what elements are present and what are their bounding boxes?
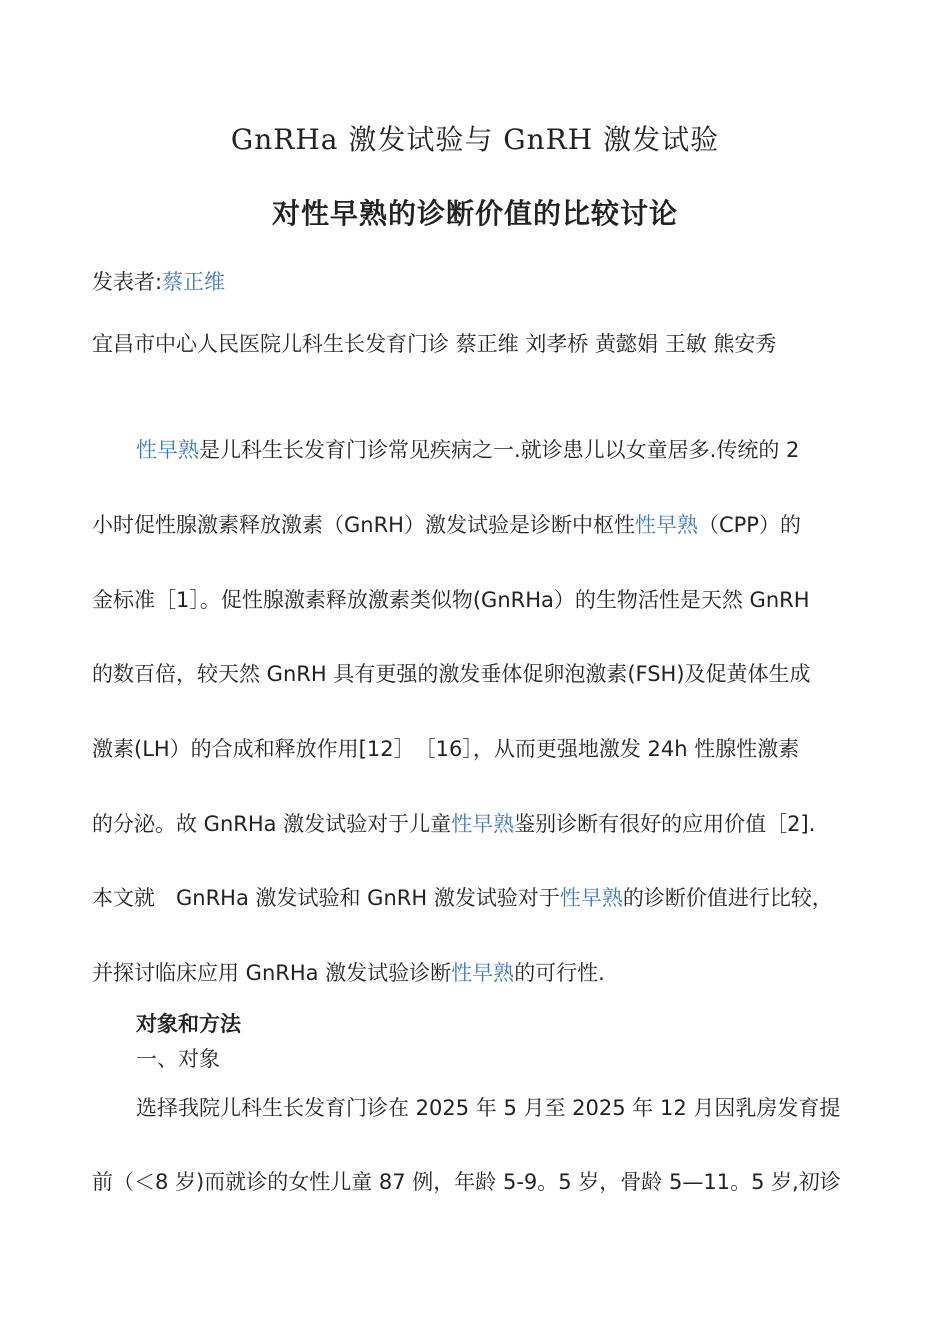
para-text: （CPP）的 (697, 513, 801, 537)
title-line-1: GnRHa 激发试验与 GnRH 激发试验 (230, 123, 720, 156)
author-link[interactable]: 蔡正维 (162, 270, 226, 294)
para1-line-6 (92, 808, 815, 838)
para-text: 的分泌。故 GnRHa 激发试验对于儿童 (92, 812, 452, 836)
keyword-link[interactable]: 性早熟 (136, 438, 199, 462)
para-text: 的可行性. (514, 961, 605, 985)
para1-line-5: 激素(LH）的合成和释放作用[12］ ［16］，从而更强地激发 24h 性腺性激素 (92, 737, 800, 761)
para2-line-1: 选择我院儿科生长发育门诊在 2025 年 5 月至 2025 年 12 月因乳房发育提 (136, 1096, 841, 1120)
para-text: 小时促性腺激素释放激素（GnRH）激发试验是诊断中枢性 (92, 513, 635, 537)
para-text: 的诊断价值进行比较， (622, 886, 833, 910)
para1-line-1 (136, 434, 799, 464)
para1-line-4: 的数百倍，较天然 GnRH 具有更强的激发垂体促卵泡激素(FSH)及促黄体生成 (92, 662, 811, 686)
para1-line-7 (92, 882, 833, 912)
section-heading: 对象和方法 (136, 1012, 241, 1036)
para-text: 并探讨临床应用 GnRHa 激发试验诊断 (92, 961, 452, 985)
para-text: 是儿科生长发育门诊常见疾病之一.就诊患儿以女童居多.传统的 2 (199, 438, 800, 462)
author-prefix: 发表者: (92, 270, 163, 294)
keyword-link[interactable]: 性早熟 (559, 886, 623, 910)
para1-line-2 (92, 509, 801, 539)
author-line (92, 266, 225, 296)
para2-line-2: 前（＜8 岁)而就诊的女性儿童 87 例，年龄 5-9。5 岁，骨龄 5—11。5 岁,初诊 (92, 1170, 841, 1194)
para-text: 鉴别诊断有很好的应用价值［2]. (514, 812, 816, 836)
para-text: 本文就 GnRHa 激发试验和 GnRH 激发试验对于 (92, 886, 560, 910)
subsection-heading: 一、对象 (136, 1047, 220, 1071)
title-line-2: 对性早熟的诊断价值的比较讨论 (271, 197, 678, 230)
para1-line-3: 金标准［1］。促性腺激素释放激素类似物(GnRHa）的生物活性是天然 GnRH (92, 588, 810, 612)
keyword-link[interactable]: 性早熟 (451, 961, 515, 985)
keyword-link[interactable]: 性早熟 (634, 513, 698, 537)
affiliation: 宜昌市中心人民医院儿科生长发育门诊 蔡正维 刘孝桥 黄懿娟 王敏 熊安秀 (92, 332, 777, 356)
keyword-link[interactable]: 性早熟 (451, 812, 515, 836)
para1-line-8 (92, 957, 605, 987)
